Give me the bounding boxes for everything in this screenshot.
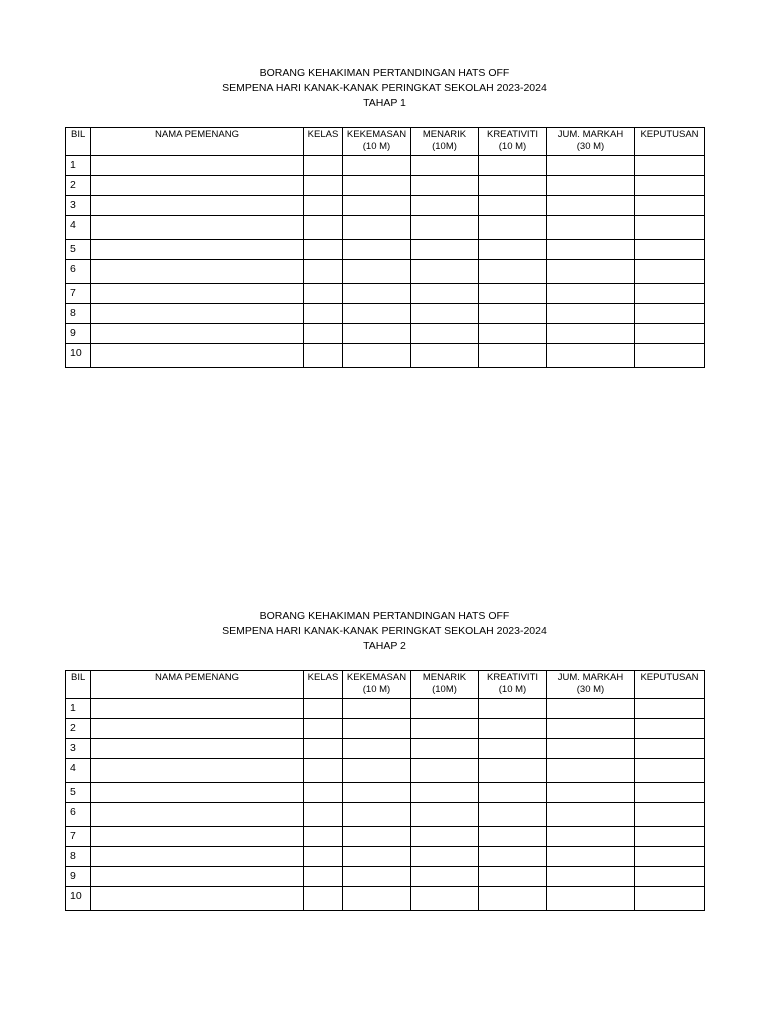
cell-menarik[interactable] — [411, 847, 479, 867]
cell-nama-pemenang[interactable] — [91, 176, 304, 196]
cell-kreativiti[interactable] — [479, 867, 547, 887]
cell-bil: 4 — [66, 759, 91, 783]
cell-jum-markah[interactable] — [547, 827, 635, 847]
form-header — [65, 609, 704, 657]
cell-kekemasan[interactable] — [343, 827, 411, 847]
cell-kelas[interactable] — [304, 827, 343, 847]
table-row — [66, 260, 705, 284]
header-nama-pemenang: NAMA PEMENANG — [91, 128, 304, 156]
cell-kekemasan[interactable] — [343, 304, 411, 324]
table-row — [66, 719, 705, 739]
cell-kreativiti[interactable] — [479, 240, 547, 260]
cell-keputusan[interactable] — [635, 699, 705, 719]
header-kreativiti-label: KREATIVITI — [486, 672, 539, 683]
header-bil: BIL — [66, 128, 91, 156]
cell-kekemasan[interactable] — [343, 739, 411, 759]
cell-kekemasan[interactable] — [343, 344, 411, 368]
cell-nama-pemenang[interactable] — [91, 260, 304, 284]
form-stage: TAHAP 1 — [363, 97, 406, 109]
cell-kreativiti[interactable] — [479, 156, 547, 176]
header-menarik-label: MENARIK — [422, 672, 467, 683]
cell-jum-markah[interactable] — [547, 759, 635, 783]
header-kreativiti-marks: (10 M) — [498, 141, 527, 152]
table-row — [66, 176, 705, 196]
table-row — [66, 196, 705, 216]
cell-kekemasan[interactable] — [343, 759, 411, 783]
header-menarik-marks: (10M) — [432, 141, 457, 152]
header-keputusan: KEPUTUSAN — [635, 671, 705, 699]
cell-kelas[interactable] — [304, 196, 343, 216]
cell-keputusan[interactable] — [635, 216, 705, 240]
header-kreativiti-label: KREATIVITI — [486, 129, 539, 140]
cell-keputusan[interactable] — [635, 803, 705, 827]
cell-nama-pemenang[interactable] — [91, 304, 304, 324]
cell-kekemasan[interactable] — [343, 699, 411, 719]
header-jum-markah — [547, 128, 635, 156]
cell-menarik[interactable] — [411, 739, 479, 759]
table-row — [66, 344, 705, 368]
cell-keputusan[interactable] — [635, 847, 705, 867]
cell-jum-markah[interactable] — [547, 324, 635, 344]
cell-bil: 5 — [66, 240, 91, 260]
form-subtitle: SEMPENA HARI KANAK-KANAK PERINGKAT SEKOLAH 2023-2024 — [222, 625, 547, 637]
form-title: BORANG KEHAKIMAN PERTANDINGAN HATS OFF — [259, 67, 510, 79]
cell-kelas[interactable] — [304, 176, 343, 196]
cell-kelas[interactable] — [304, 240, 343, 260]
header-kreativiti — [479, 671, 547, 699]
cell-menarik[interactable] — [411, 827, 479, 847]
cell-kreativiti[interactable] — [479, 847, 547, 867]
cell-kreativiti[interactable] — [479, 176, 547, 196]
cell-kreativiti[interactable] — [479, 304, 547, 324]
header-menarik-marks: (10M) — [432, 684, 457, 695]
cell-jum-markah[interactable] — [547, 240, 635, 260]
cell-kekemasan[interactable] — [343, 176, 411, 196]
cell-menarik[interactable] — [411, 216, 479, 240]
cell-kreativiti[interactable] — [479, 803, 547, 827]
header-menarik-label: MENARIK — [422, 129, 467, 140]
cell-menarik[interactable] — [411, 156, 479, 176]
header-menarik — [411, 128, 479, 156]
cell-keputusan[interactable] — [635, 240, 705, 260]
header-kekemasan — [343, 671, 411, 699]
cell-kekemasan[interactable] — [343, 887, 411, 911]
cell-keputusan[interactable] — [635, 304, 705, 324]
cell-nama-pemenang[interactable] — [91, 699, 304, 719]
cell-nama-pemenang[interactable] — [91, 156, 304, 176]
cell-kelas[interactable] — [304, 803, 343, 827]
cell-bil: 1 — [66, 156, 91, 176]
cell-nama-pemenang[interactable] — [91, 783, 304, 803]
cell-menarik[interactable] — [411, 783, 479, 803]
cell-nama-pemenang[interactable] — [91, 887, 304, 911]
cell-bil: 2 — [66, 176, 91, 196]
cell-kelas[interactable] — [304, 739, 343, 759]
table-row — [66, 827, 705, 847]
cell-keputusan[interactable] — [635, 759, 705, 783]
cell-kreativiti[interactable] — [479, 196, 547, 216]
cell-bil: 2 — [66, 719, 91, 739]
cell-keputusan[interactable] — [635, 867, 705, 887]
judging-table — [65, 670, 705, 911]
header-kekemasan-label: KEKEMASAN — [346, 672, 407, 683]
cell-kelas[interactable] — [304, 284, 343, 304]
form-title: BORANG KEHAKIMAN PERTANDINGAN HATS OFF — [259, 610, 510, 622]
form-subtitle: SEMPENA HARI KANAK-KANAK PERINGKAT SEKOLAH 2023-2024 — [222, 82, 547, 94]
cell-kekemasan[interactable] — [343, 847, 411, 867]
cell-menarik[interactable] — [411, 803, 479, 827]
cell-kreativiti[interactable] — [479, 827, 547, 847]
cell-keputusan[interactable] — [635, 783, 705, 803]
cell-kekemasan[interactable] — [343, 803, 411, 827]
cell-bil: 10 — [66, 344, 91, 368]
cell-bil: 3 — [66, 196, 91, 216]
cell-bil: 5 — [66, 783, 91, 803]
cell-kreativiti[interactable] — [479, 887, 547, 911]
header-nama-pemenang: NAMA PEMENANG — [91, 671, 304, 699]
header-kelas: KELAS — [304, 671, 343, 699]
cell-kelas[interactable] — [304, 783, 343, 803]
table-row — [66, 156, 705, 176]
cell-menarik[interactable] — [411, 699, 479, 719]
header-keputusan: KEPUTUSAN — [635, 128, 705, 156]
cell-kelas[interactable] — [304, 324, 343, 344]
cell-keputusan[interactable] — [635, 284, 705, 304]
cell-keputusan[interactable] — [635, 887, 705, 911]
cell-jum-markah[interactable] — [547, 719, 635, 739]
cell-nama-pemenang[interactable] — [91, 284, 304, 304]
header-jum-markah-label: JUM. MARKAH — [557, 129, 624, 140]
table-header-row — [66, 128, 705, 156]
cell-jum-markah[interactable] — [547, 803, 635, 827]
cell-nama-pemenang[interactable] — [91, 240, 304, 260]
table-row — [66, 284, 705, 304]
cell-menarik[interactable] — [411, 759, 479, 783]
cell-jum-markah[interactable] — [547, 887, 635, 911]
cell-kreativiti[interactable] — [479, 759, 547, 783]
header-kekemasan-label: KEKEMASAN — [346, 129, 407, 140]
header-jum-markah-marks: (30 M) — [576, 684, 605, 695]
cell-bil: 9 — [66, 867, 91, 887]
judging-form-tahap-1 — [65, 66, 704, 359]
header-jum-markah-marks: (30 M) — [576, 141, 605, 152]
table-body — [66, 699, 705, 911]
table-row — [66, 887, 705, 911]
cell-kreativiti[interactable] — [479, 260, 547, 284]
cell-keputusan[interactable] — [635, 827, 705, 847]
cell-kelas[interactable] — [304, 156, 343, 176]
cell-bil: 6 — [66, 260, 91, 284]
cell-nama-pemenang[interactable] — [91, 344, 304, 368]
cell-jum-markah[interactable] — [547, 304, 635, 324]
cell-bil: 9 — [66, 324, 91, 344]
cell-menarik[interactable] — [411, 176, 479, 196]
cell-menarik[interactable] — [411, 304, 479, 324]
table-row — [66, 304, 705, 324]
form-header — [65, 66, 704, 114]
cell-menarik[interactable] — [411, 196, 479, 216]
cell-jum-markah[interactable] — [547, 284, 635, 304]
cell-menarik[interactable] — [411, 260, 479, 284]
cell-bil: 7 — [66, 827, 91, 847]
cell-kekemasan[interactable] — [343, 284, 411, 304]
cell-kelas[interactable] — [304, 260, 343, 284]
cell-kelas[interactable] — [304, 699, 343, 719]
table-row — [66, 783, 705, 803]
cell-kelas[interactable] — [304, 216, 343, 240]
cell-nama-pemenang[interactable] — [91, 324, 304, 344]
cell-kreativiti[interactable] — [479, 216, 547, 240]
cell-jum-markah[interactable] — [547, 344, 635, 368]
table-row — [66, 867, 705, 887]
cell-menarik[interactable] — [411, 867, 479, 887]
cell-bil: 8 — [66, 847, 91, 867]
cell-kelas[interactable] — [304, 887, 343, 911]
cell-bil: 8 — [66, 304, 91, 324]
cell-kelas[interactable] — [304, 867, 343, 887]
header-kekemasan-marks: (10 M) — [362, 684, 391, 695]
cell-keputusan[interactable] — [635, 260, 705, 284]
cell-keputusan[interactable] — [635, 176, 705, 196]
cell-menarik[interactable] — [411, 284, 479, 304]
cell-nama-pemenang[interactable] — [91, 867, 304, 887]
header-kreativiti-marks: (10 M) — [498, 684, 527, 695]
cell-bil: 4 — [66, 216, 91, 240]
cell-jum-markah[interactable] — [547, 196, 635, 216]
cell-kekemasan[interactable] — [343, 719, 411, 739]
cell-nama-pemenang[interactable] — [91, 719, 304, 739]
cell-kreativiti[interactable] — [479, 324, 547, 344]
cell-kekemasan[interactable] — [343, 783, 411, 803]
cell-kelas[interactable] — [304, 847, 343, 867]
cell-nama-pemenang[interactable] — [91, 739, 304, 759]
cell-nama-pemenang[interactable] — [91, 847, 304, 867]
cell-keputusan[interactable] — [635, 719, 705, 739]
cell-kreativiti[interactable] — [479, 699, 547, 719]
form-stage: TAHAP 2 — [363, 640, 406, 652]
cell-kreativiti[interactable] — [479, 284, 547, 304]
cell-menarik[interactable] — [411, 240, 479, 260]
cell-bil: 10 — [66, 887, 91, 911]
cell-kekemasan[interactable] — [343, 260, 411, 284]
cell-kekemasan[interactable] — [343, 240, 411, 260]
cell-jum-markah[interactable] — [547, 783, 635, 803]
header-kreativiti — [479, 128, 547, 156]
cell-jum-markah[interactable] — [547, 176, 635, 196]
cell-jum-markah[interactable] — [547, 216, 635, 240]
judging-form-tahap-2 — [65, 609, 704, 902]
cell-kreativiti[interactable] — [479, 719, 547, 739]
cell-bil: 3 — [66, 739, 91, 759]
cell-jum-markah[interactable] — [547, 699, 635, 719]
cell-kelas[interactable] — [304, 759, 343, 783]
cell-jum-markah[interactable] — [547, 739, 635, 759]
cell-menarik[interactable] — [411, 887, 479, 911]
cell-keputusan[interactable] — [635, 739, 705, 759]
cell-kelas[interactable] — [304, 344, 343, 368]
cell-kelas[interactable] — [304, 304, 343, 324]
cell-jum-markah[interactable] — [547, 156, 635, 176]
header-kekemasan — [343, 128, 411, 156]
cell-keputusan[interactable] — [635, 324, 705, 344]
table-row — [66, 699, 705, 719]
cell-nama-pemenang[interactable] — [91, 827, 304, 847]
header-jum-markah-label: JUM. MARKAH — [557, 672, 624, 683]
header-jum-markah — [547, 671, 635, 699]
cell-nama-pemenang[interactable] — [91, 196, 304, 216]
cell-jum-markah[interactable] — [547, 867, 635, 887]
cell-menarik[interactable] — [411, 719, 479, 739]
cell-kekemasan[interactable] — [343, 867, 411, 887]
cell-bil: 6 — [66, 803, 91, 827]
table-row — [66, 240, 705, 260]
cell-kekemasan[interactable] — [343, 196, 411, 216]
header-bil: BIL — [66, 671, 91, 699]
table-header-row — [66, 671, 705, 699]
cell-kreativiti[interactable] — [479, 739, 547, 759]
cell-bil: 7 — [66, 284, 91, 304]
table-row — [66, 759, 705, 783]
cell-jum-markah[interactable] — [547, 260, 635, 284]
cell-menarik[interactable] — [411, 324, 479, 344]
table-row — [66, 847, 705, 867]
cell-kreativiti[interactable] — [479, 783, 547, 803]
table-row — [66, 739, 705, 759]
cell-kekemasan[interactable] — [343, 156, 411, 176]
table-body — [66, 156, 705, 368]
cell-keputusan[interactable] — [635, 196, 705, 216]
table-row — [66, 324, 705, 344]
cell-menarik[interactable] — [411, 344, 479, 368]
cell-jum-markah[interactable] — [547, 847, 635, 867]
cell-nama-pemenang[interactable] — [91, 216, 304, 240]
cell-kreativiti[interactable] — [479, 344, 547, 368]
cell-kekemasan[interactable] — [343, 216, 411, 240]
cell-kekemasan[interactable] — [343, 324, 411, 344]
table-row — [66, 216, 705, 240]
judging-table — [65, 127, 705, 368]
cell-nama-pemenang[interactable] — [91, 759, 304, 783]
cell-nama-pemenang[interactable] — [91, 803, 304, 827]
header-menarik — [411, 671, 479, 699]
cell-bil: 1 — [66, 699, 91, 719]
cell-keputusan[interactable] — [635, 156, 705, 176]
header-kekemasan-marks: (10 M) — [362, 141, 391, 152]
cell-keputusan[interactable] — [635, 344, 705, 368]
table-row — [66, 803, 705, 827]
cell-kelas[interactable] — [304, 719, 343, 739]
header-kelas: KELAS — [304, 128, 343, 156]
